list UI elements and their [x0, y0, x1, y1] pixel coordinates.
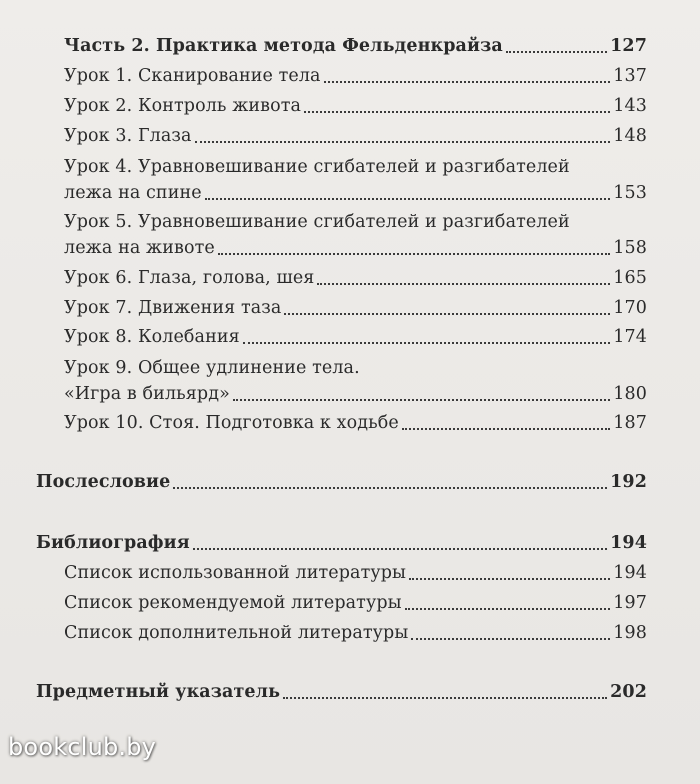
toc-entry-label: Урок 6. Глаза, голова, шея [64, 268, 315, 288]
dot-leader [283, 697, 607, 699]
dot-leader [205, 198, 611, 200]
toc-entry-label: Урок 9. Общее удлинение тела. [64, 358, 360, 378]
toc-entry-page: 198 [613, 623, 647, 643]
toc-entry-lesson-5-line1 [64, 209, 647, 236]
toc-entry-lesson-5 [64, 235, 647, 262]
dot-leader [304, 111, 610, 113]
toc-entry-label: Урок 5. Уравновешивание сгибателей и разгибателей [64, 212, 570, 232]
toc-entry-label-continued: «Игра в бильярд» [64, 384, 230, 404]
toc-entry-page: 187 [613, 413, 647, 433]
toc-entry-lesson-10 [64, 410, 647, 437]
dot-leader [317, 283, 610, 285]
toc-entry-lesson-9-line1 [64, 355, 647, 382]
dot-leader [324, 81, 611, 83]
toc-entry-label: Урок 4. Уравновешивание сгибателей и разгибателей [64, 157, 570, 177]
dot-leader [411, 638, 610, 640]
toc-entry-label: Список дополнительной литературы [64, 623, 409, 643]
toc-entry-lesson-7 [64, 295, 647, 322]
dot-leader [402, 428, 610, 430]
toc-entry-label-continued: лежа на спине [64, 183, 202, 203]
toc-entry-lesson-8 [64, 324, 647, 351]
toc-entry-page: 202 [610, 682, 647, 702]
toc-entry-page: 153 [613, 183, 647, 203]
toc-entry-page: 170 [613, 298, 647, 318]
toc-entry-label: Урок 2. Контроль живота [64, 96, 302, 116]
toc-entry-page: 197 [613, 593, 647, 613]
toc-entry-part2 [64, 33, 647, 60]
dot-leader [243, 342, 611, 344]
toc-entry-page: 127 [610, 36, 647, 56]
toc-entry-page: 194 [613, 563, 647, 583]
toc-entry-lesson-6 [64, 265, 647, 292]
toc-entry-subject-index [36, 679, 647, 706]
toc-entry-lesson-4 [64, 180, 647, 207]
toc-entry-page: 180 [613, 384, 647, 404]
toc-entry-lesson-2 [64, 93, 647, 120]
dot-leader [218, 253, 610, 255]
toc-entry-page: 165 [613, 268, 647, 288]
toc-entry-lesson-9 [64, 381, 647, 408]
toc-entry-bibliography [36, 530, 647, 557]
toc-entry-afterword [36, 469, 647, 496]
toc-entry-label: Список рекомендуемой литературы [64, 593, 402, 613]
dot-leader [173, 487, 607, 489]
toc-entry-label: Урок 10. Стоя. Подготовка к ходьбе [64, 413, 399, 433]
dot-leader [195, 141, 611, 143]
toc-entry-bibliography-additional [64, 620, 647, 647]
watermark-text: bookclub.by [8, 733, 157, 761]
toc-entry-page: 143 [613, 96, 647, 116]
toc-entry-label: Урок 7. Движения таза [64, 298, 282, 318]
toc-entry-lesson-1 [64, 63, 647, 90]
toc-entry-page: 148 [613, 126, 647, 146]
dot-leader [193, 548, 607, 550]
toc-entry-lesson-4-line1 [64, 154, 647, 181]
toc-entry-page: 137 [613, 66, 647, 86]
toc-entry-label: Часть 2. Практика метода Фельденкрайза [64, 36, 503, 56]
toc-entry-page: 194 [610, 533, 647, 553]
toc-entry-label: Библиография [36, 533, 190, 553]
toc-entry-label: Урок 3. Глаза [64, 126, 192, 146]
dot-leader [405, 608, 611, 610]
dot-leader [409, 578, 610, 580]
toc-entry-label: Урок 8. Колебания [64, 327, 240, 347]
toc-entry-page: 158 [613, 238, 647, 258]
toc-entry-label: Послесловие [36, 472, 171, 492]
toc-entry-label: Урок 1. Сканирование тела [64, 66, 321, 86]
dot-leader [233, 399, 610, 401]
toc-entry-label-continued: лежа на животе [64, 238, 215, 258]
toc-entry-page: 174 [613, 327, 647, 347]
toc-entry-label: Предметный указатель [36, 682, 281, 702]
toc-entry-bibliography-used [64, 560, 647, 587]
toc-entry-bibliography-recommended [64, 590, 647, 617]
dot-leader [284, 313, 610, 315]
toc-entry-lesson-3 [64, 123, 647, 150]
dot-leader [506, 51, 607, 53]
toc-entry-page: 192 [610, 472, 647, 492]
toc-entry-label: Список использованной литературы [64, 563, 407, 583]
